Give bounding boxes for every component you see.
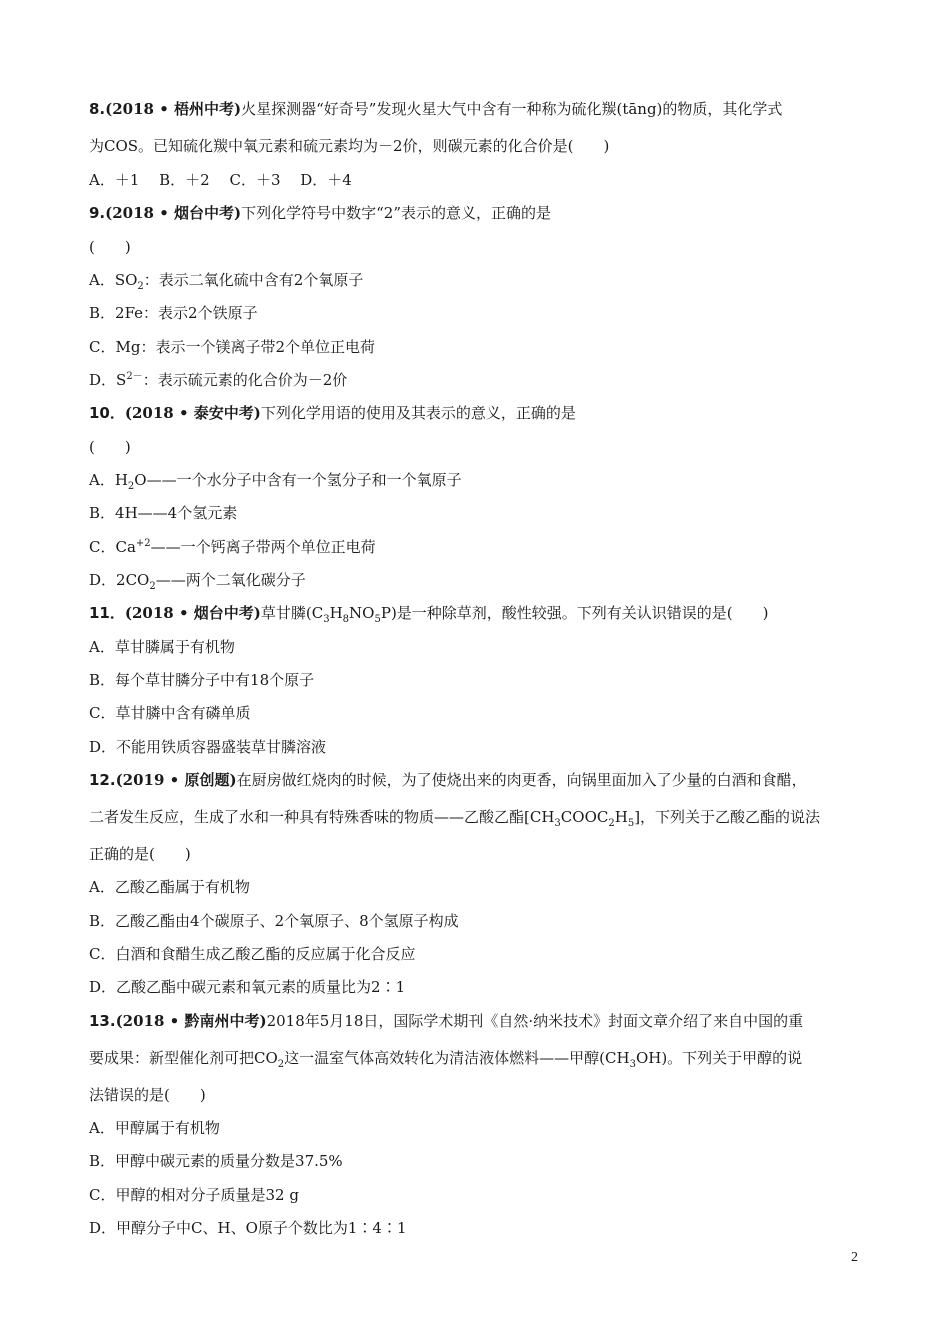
- question-number: 10．: [89, 404, 125, 422]
- q10-line-1: [89, 403, 862, 423]
- q8-options: A．＋1 B．＋2 C．＋3 D．＋4: [89, 171, 352, 189]
- question-number: 8.: [89, 100, 106, 118]
- q8-line-1: [89, 99, 862, 119]
- question-text: 下列化学用语的使用及其表示的意义，正确的是: [260, 404, 576, 422]
- q9-option-d: D．$S^{2-}$：表示硫元素的化合价为－2价: [89, 371, 348, 389]
- q13-line-2: 要成果：新型催化剂可把$CO_2$这一温室气体高效转化为清洁液体燃料——甲醇$(CH_3OH)$。下列关于甲醇的说: [89, 1049, 803, 1070]
- q11-option-a: A．草甘膦属于有机物: [89, 638, 235, 656]
- question-source: (2018 • 梧州中考): [105, 100, 242, 118]
- question-text: 下列化学符号中数字“2”表示的意义，正确的是: [241, 204, 552, 222]
- question-text: 火星探测器“好奇号”发现火星大气中含有一种称为硫化羰(tāng)的物质，其化学式: [241, 100, 783, 118]
- q9-answer-paren: ( ): [89, 238, 131, 256]
- q11-option-b: B．每个草甘膦分子中有18个原子: [89, 671, 315, 689]
- question-number: 9.: [89, 204, 106, 222]
- q13-line-3: 法错误的是( ): [89, 1086, 206, 1104]
- q11-option-d: D．不能用铁质容器盛装草甘膦溶液: [89, 738, 327, 756]
- page-number: 2: [851, 1250, 858, 1265]
- question-source: (2018 • 烟台中考): [124, 604, 261, 622]
- q10-option-c: C．$Ca^{+2}——$一个钙离子带两个单位正电荷: [89, 538, 376, 556]
- q13-option-d: D．甲醇分子中C、H、O原子个数比为1∶4∶1: [89, 1219, 407, 1237]
- question-number: 13.: [89, 1012, 116, 1030]
- question-source: (2019 • 原创题): [115, 771, 237, 789]
- q12-option-d: D．乙酸乙酯中碳元素和氧元素的质量比为2∶1: [89, 978, 406, 996]
- question-source: (2018 • 泰安中考): [124, 404, 261, 422]
- q12-option-c: C．白酒和食醋生成乙酸乙酯的反应属于化合反应: [89, 945, 416, 963]
- q13-option-c: C．甲醇的相对分子质量是32 g: [89, 1186, 299, 1204]
- q11-line-1: 11．(2018 • 烟台中考)草甘膦$(C_3H_8NO_5P)$是一种除草剂，酸性较强。下列有关认识错误的是( ): [89, 604, 769, 625]
- q10-answer-paren: ( ): [89, 438, 131, 456]
- q9-line-1: [89, 203, 862, 223]
- q10-option-d: D．$2CO_2——$两个二氧化碳分子: [89, 571, 306, 592]
- q12-option-b: B．乙酸乙酯由4个碳原子、2个氧原子、8个氢原子构成: [89, 912, 459, 930]
- question-source: (2018 • 烟台中考): [105, 204, 242, 222]
- question-source: (2018 • 黔南州中考): [115, 1012, 267, 1030]
- question-number: 11．: [89, 604, 125, 622]
- q9-option-c: C．Mg：表示一个镁离子带2个单位正电荷: [89, 338, 375, 356]
- q12-line-1: 12.(2019 • 原创题)在厨房做红烧肉的时候，为了使烧出来的肉更香，向锅里面加入了少量的白酒和食醋，: [89, 771, 807, 789]
- q9-option-b: B．2Fe：表示2个铁原子: [89, 304, 258, 322]
- question-number: 12.: [89, 771, 116, 789]
- q9-option-a: A．$SO_2$：表示二氧化硫中含有2个氧原子: [89, 271, 364, 292]
- q10-option-a: A．$H_2O——$一个水分子中含有一个氢分子和一个氧原子: [89, 471, 462, 492]
- q13-option-a: A．甲醇属于有机物: [89, 1119, 220, 1137]
- q12-line-3: 正确的是( ): [89, 845, 191, 863]
- q13-line-1: 13.(2018 • 黔南州中考)2018年5月18日，国际学术期刊《自然·纳米技术》封面文章介绍了来自中国的重: [89, 1012, 804, 1030]
- q12-line-2: 二者发生反应，生成了水和一种具有特殊香味的物质——乙酸乙酯$[CH_3COOC_2H_5]$，下列关于乙酸乙酯的说法: [89, 808, 821, 829]
- q11-option-c: C．草甘膦中含有磷单质: [89, 704, 251, 722]
- q10-option-b: B．4H——4个氢元素: [89, 504, 238, 522]
- q13-option-b: B．甲醇中碳元素的质量分数是37.5%: [89, 1152, 343, 1170]
- q8-line-2: 为COS。已知硫化羰中氧元素和硫元素均为－2价，则碳元素的化合价是( ): [89, 137, 610, 155]
- q12-option-a: A．乙酸乙酯属于有机物: [89, 878, 250, 896]
